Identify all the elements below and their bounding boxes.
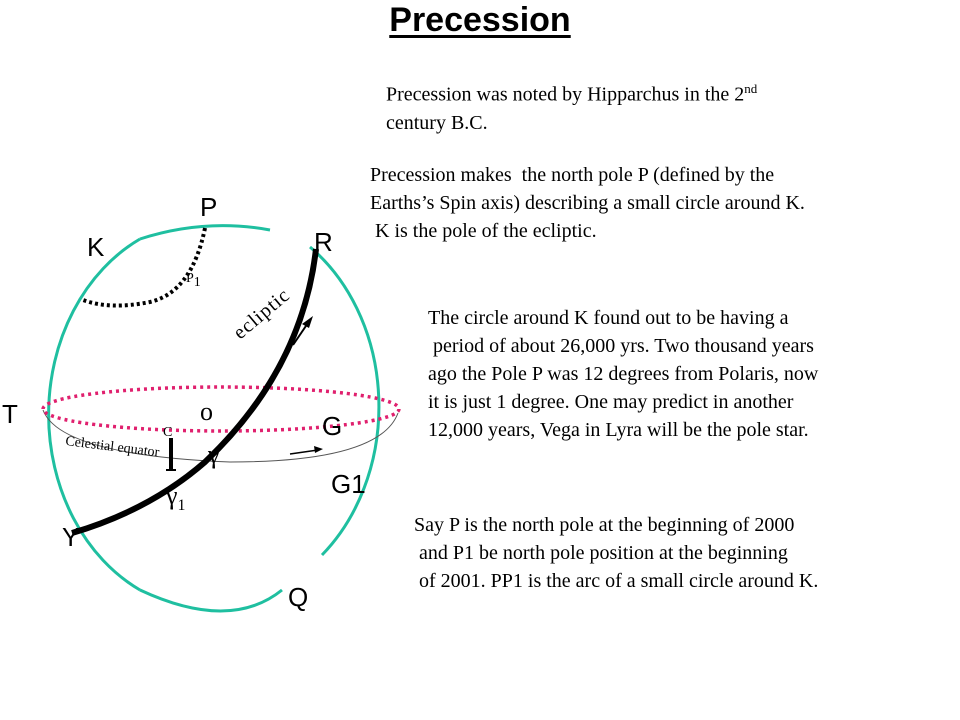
paragraph-line: and P1 be north pole position at the beginning [414,542,788,564]
label-gamma: γ [208,440,220,469]
paragraph-line: The circle around K found out to be having a [428,307,789,329]
sphere-outline-upper-right [310,247,379,555]
ordinal-superscript: nd [744,81,758,96]
label-p1: P1 [186,271,201,290]
label-gamma1: $\gamma_1$ [166,481,186,514]
celestial-equator-back [43,410,398,462]
paragraph-line: Precession makes the north pole P (defined by the [370,164,775,186]
paragraph-line: century B.C. [386,111,488,134]
paragraph-line: 12,000 years, Vega in Lyra will be the pole star. [428,419,809,441]
paragraph-line: K is the pole of the ecliptic. [370,220,597,242]
label-y: Y [62,522,80,552]
label-t: T [2,399,18,429]
label-ecliptic: ecliptic [229,284,295,344]
label-g1: G1 [331,469,366,499]
paragraph-line: of 2001. PP1 is the arc of a small circle around K. [414,570,819,592]
gamma-to-g-arrow [290,450,318,454]
label-p: P [200,192,218,222]
paragraph-line: ago the Pole P was 12 degrees from Polaris, now [428,363,819,385]
paragraph-line: it is just 1 degree. One may predict in another [428,391,794,413]
label-k: K [87,232,105,262]
paragraph-line: period of about 26,000 yrs. Two thousand years [428,335,814,357]
page-title: Precession [389,1,571,39]
label-c: C [163,425,173,440]
label-r: R [314,227,333,257]
label-q: Q [288,582,309,612]
gamma-arrow-head [314,446,323,453]
label-celestial-equator: Celestial equator [64,434,161,461]
paragraph-line: Earths’s Spin axis) describing a small circle around K. [370,192,805,214]
paragraph-text: Precession was noted by Hipparchus in the 2 [386,83,745,106]
label-o: o [200,397,213,426]
sphere-outline-bottom [140,590,282,611]
celestial-equator [43,387,399,431]
label-g: G [322,411,343,441]
paragraph-line: Say P is the north pole at the beginning of 2000 [414,514,795,536]
